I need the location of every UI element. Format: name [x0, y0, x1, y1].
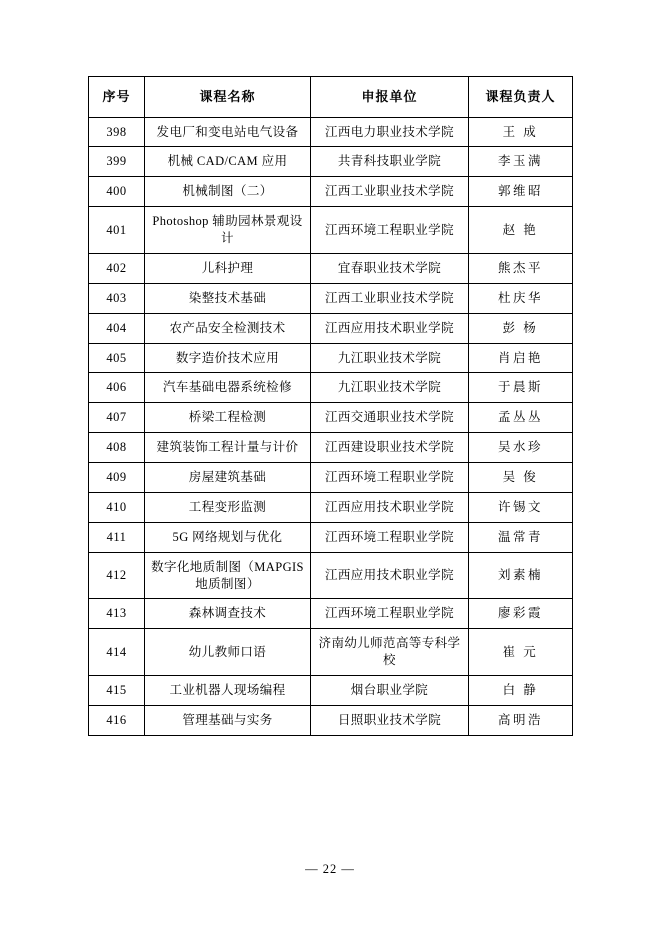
table-row [89, 676, 573, 706]
cell-course-name: Photoshop 辅助园林景观设计 [145, 207, 311, 254]
table-row [89, 313, 573, 343]
cell-unit: 江西应用技术职业学院 [311, 313, 469, 343]
cell-unit: 江西建设职业技术学院 [311, 433, 469, 463]
cell-index: 407 [89, 403, 145, 433]
cell-owner: 崔 元 [469, 629, 573, 676]
cell-unit: 江西环境工程职业学院 [311, 207, 469, 254]
cell-course-name: 房屋建筑基础 [145, 463, 311, 493]
cell-course-name: 森林调查技术 [145, 599, 311, 629]
cell-course-name: 机械 CAD/CAM 应用 [145, 147, 311, 177]
cell-owner: 郭维昭 [469, 177, 573, 207]
cell-index: 406 [89, 373, 145, 403]
cell-index: 408 [89, 433, 145, 463]
course-table [88, 76, 573, 736]
table-row [89, 629, 573, 676]
cell-unit: 江西环境工程职业学院 [311, 599, 469, 629]
cell-index: 400 [89, 177, 145, 207]
cell-index: 410 [89, 492, 145, 522]
cell-index: 405 [89, 343, 145, 373]
cell-owner: 白 静 [469, 676, 573, 706]
cell-index: 401 [89, 207, 145, 254]
cell-course-name: 桥梁工程检测 [145, 403, 311, 433]
cell-owner: 于晨斯 [469, 373, 573, 403]
column-header-unit: 申报单位 [311, 77, 469, 118]
cell-index: 399 [89, 147, 145, 177]
cell-course-name: 工程变形监测 [145, 492, 311, 522]
cell-course-name: 数字造价技术应用 [145, 343, 311, 373]
cell-unit: 江西工业职业技术学院 [311, 283, 469, 313]
cell-owner: 李玉满 [469, 147, 573, 177]
table-header-row [89, 77, 573, 118]
table-row [89, 207, 573, 254]
column-header-course-name: 课程名称 [145, 77, 311, 118]
cell-index: 402 [89, 253, 145, 283]
cell-index: 415 [89, 676, 145, 706]
cell-course-name: 儿科护理 [145, 253, 311, 283]
cell-owner: 彭 杨 [469, 313, 573, 343]
cell-owner: 熊杰平 [469, 253, 573, 283]
cell-course-name: 发电厂和变电站电气设备 [145, 117, 311, 147]
cell-unit: 九江职业技术学院 [311, 373, 469, 403]
table-row [89, 147, 573, 177]
cell-owner: 王 成 [469, 117, 573, 147]
table-row [89, 117, 573, 147]
page-number: — 22 — [305, 862, 355, 876]
cell-course-name: 管理基础与实务 [145, 705, 311, 735]
table-row [89, 373, 573, 403]
table-row [89, 403, 573, 433]
table-header [89, 77, 573, 118]
table-row [89, 177, 573, 207]
cell-course-name: 工业机器人现场编程 [145, 676, 311, 706]
cell-course-name: 幼儿教师口语 [145, 629, 311, 676]
cell-index: 409 [89, 463, 145, 493]
cell-course-name: 5G 网络规划与优化 [145, 522, 311, 552]
cell-owner: 吴 俊 [469, 463, 573, 493]
table-row [89, 705, 573, 735]
cell-index: 413 [89, 599, 145, 629]
cell-owner: 赵 艳 [469, 207, 573, 254]
cell-owner: 杜庆华 [469, 283, 573, 313]
course-table-container [88, 76, 572, 736]
cell-index: 411 [89, 522, 145, 552]
cell-course-name: 汽车基础电器系统检修 [145, 373, 311, 403]
cell-owner: 高明浩 [469, 705, 573, 735]
cell-course-name: 染整技术基础 [145, 283, 311, 313]
cell-unit: 江西环境工程职业学院 [311, 463, 469, 493]
cell-owner: 肖启艳 [469, 343, 573, 373]
table-row [89, 522, 573, 552]
cell-course-name: 数字化地质制图（MAPGIS 地质制图） [145, 552, 311, 599]
cell-unit: 江西电力职业技术学院 [311, 117, 469, 147]
cell-unit: 宜春职业技术学院 [311, 253, 469, 283]
column-header-owner: 课程负责人 [469, 77, 573, 118]
cell-unit: 江西应用技术职业学院 [311, 552, 469, 599]
cell-owner: 廖彩霞 [469, 599, 573, 629]
table-row [89, 492, 573, 522]
table-row [89, 283, 573, 313]
cell-owner: 许锡文 [469, 492, 573, 522]
cell-unit: 江西交通职业技术学院 [311, 403, 469, 433]
table-row [89, 433, 573, 463]
table-row [89, 463, 573, 493]
cell-course-name: 机械制图（二） [145, 177, 311, 207]
column-header-index: 序号 [89, 77, 145, 118]
table-body [89, 117, 573, 735]
cell-owner: 刘素楠 [469, 552, 573, 599]
cell-index: 403 [89, 283, 145, 313]
cell-index: 414 [89, 629, 145, 676]
table-row [89, 599, 573, 629]
table-row [89, 253, 573, 283]
cell-course-name: 建筑装饰工程计量与计价 [145, 433, 311, 463]
cell-owner: 温常青 [469, 522, 573, 552]
cell-unit: 江西工业职业技术学院 [311, 177, 469, 207]
cell-unit: 济南幼儿师范高等专科学校 [311, 629, 469, 676]
cell-unit: 江西应用技术职业学院 [311, 492, 469, 522]
cell-unit: 烟台职业学院 [311, 676, 469, 706]
cell-index: 398 [89, 117, 145, 147]
cell-index: 412 [89, 552, 145, 599]
cell-index: 416 [89, 705, 145, 735]
cell-unit: 九江职业技术学院 [311, 343, 469, 373]
cell-owner: 吴水珍 [469, 433, 573, 463]
cell-course-name: 农产品安全检测技术 [145, 313, 311, 343]
cell-index: 404 [89, 313, 145, 343]
cell-owner: 孟丛丛 [469, 403, 573, 433]
cell-unit: 江西环境工程职业学院 [311, 522, 469, 552]
cell-unit: 日照职业技术学院 [311, 705, 469, 735]
table-row [89, 552, 573, 599]
table-row [89, 343, 573, 373]
cell-unit: 共青科技职业学院 [311, 147, 469, 177]
